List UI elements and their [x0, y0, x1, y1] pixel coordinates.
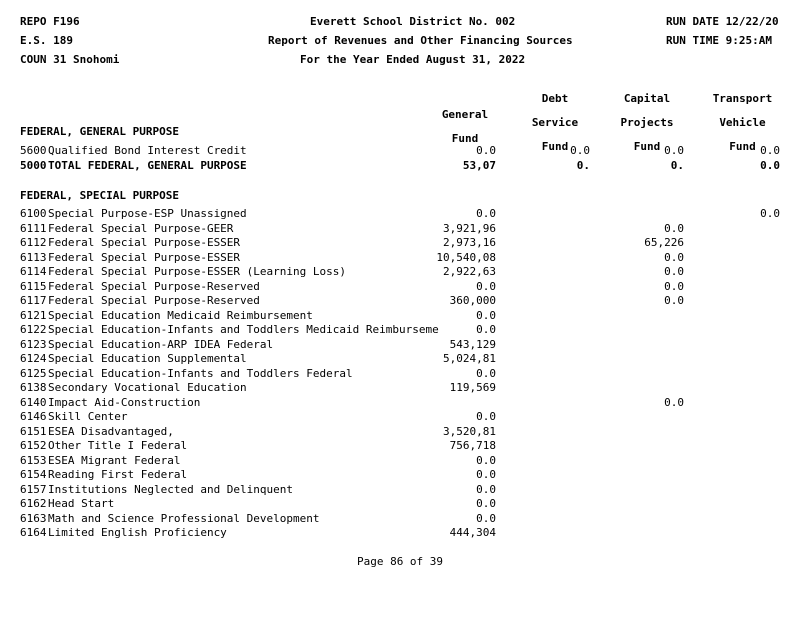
column-header-line3: Fund [633, 140, 661, 153]
cell-general-fund: 0.0 [476, 309, 496, 322]
cell-general-fund: 0.0 [476, 454, 496, 467]
cell-capital-projects-fund: 0.0 [664, 280, 684, 293]
table-row-code: 6157 [20, 483, 47, 496]
table-row-label: Special Education-Infants and Toddlers Federal [48, 367, 353, 380]
cell-general-fund: 119,569 [449, 381, 496, 394]
table-row-label: ESEA Disadvantaged, [48, 425, 174, 438]
cell-transportation-vehicle-fund: 0.0 [760, 159, 780, 172]
table-row-label: Institutions Neglected and Delinquent [48, 483, 294, 496]
table-row-code: 6151 [20, 425, 47, 438]
table-row-code: 6100 [20, 207, 47, 220]
column-header-line2: Vehicle [719, 116, 766, 129]
report-period: For the Year Ended August 31, 2022 [300, 53, 526, 66]
table-row-code: 6162 [20, 497, 47, 510]
table-row-code: 6138 [20, 381, 47, 394]
table-row-code: 6112 [20, 236, 47, 249]
cell-capital-projects-fund: 65,226 [644, 236, 684, 249]
cell-general-fund: 2,973,16 [443, 236, 496, 249]
cell-general-fund: 0.0 [476, 483, 496, 496]
table-row-code: 5000 [20, 159, 47, 172]
column-header-line2: General [441, 108, 489, 121]
cell-general-fund: 0.0 [476, 410, 496, 423]
table-row-label: Limited English Proficiency [48, 526, 227, 539]
cell-debt-service-fund: 0. [576, 159, 590, 172]
table-row-label: Impact Aid-Construction [48, 396, 201, 409]
cell-general-fund: 53,07 [462, 159, 496, 172]
table-row-label: Special Education-ARP IDEA Federal [48, 338, 274, 351]
cell-general-fund: 0.0 [476, 144, 496, 157]
cell-general-fund: 444,304 [449, 526, 496, 539]
run-date: RUN DATE 12/22/20 [666, 15, 779, 28]
table-row-label: Special Education-Infants and Toddlers Medicaid Reimburseme [48, 323, 439, 336]
district-name: Everett School District No. 002 [310, 15, 516, 28]
table-row-label: Federal Special Purpose-GEER [48, 222, 234, 235]
table-row-label: Secondary Vocational Education [48, 381, 247, 394]
cell-general-fund: 10,540,08 [436, 251, 496, 264]
table-row-label: Federal Special Purpose-ESSER [48, 251, 241, 264]
table-row-label: Federal Special Purpose-Reserved [48, 280, 260, 293]
table-row-label: Math and Science Professional Development [48, 512, 320, 525]
table-row-code: 6122 [20, 323, 47, 336]
column-header-line1: Debt [541, 92, 569, 105]
column-header-line3: Fund [541, 140, 569, 153]
cell-capital-projects-fund: 0. [670, 159, 684, 172]
table-row-label: Special Education Supplemental [48, 352, 247, 365]
cell-general-fund: 0.0 [476, 468, 496, 481]
table-row-code: 6164 [20, 526, 47, 539]
table-row-code: 6111 [20, 222, 47, 235]
table-row-code: 6154 [20, 468, 47, 481]
cell-general-fund: 2,922,63 [443, 265, 496, 278]
table-row-label: Federal Special Purpose-ESSER (Learning Loss) [48, 265, 347, 278]
cell-capital-projects-fund: 0.0 [664, 294, 684, 307]
cell-general-fund: 5,024,81 [443, 352, 496, 365]
column-header-line1: Capital [623, 92, 671, 105]
table-row-label: Other Title I Federal [48, 439, 188, 452]
run-time: RUN TIME 9:25:AM [666, 34, 772, 47]
cell-general-fund: 360,000 [449, 294, 496, 307]
cell-capital-projects-fund: 0.0 [664, 144, 684, 157]
cell-transportation-vehicle-fund: 0.0 [760, 207, 780, 220]
cell-general-fund: 543,129 [449, 338, 496, 351]
report-title: Report of Revenues and Other Financing Sources [268, 34, 573, 47]
cell-transportation-vehicle-fund: 0.0 [760, 144, 780, 157]
table-row-code: 6153 [20, 454, 47, 467]
table-row-code: 6123 [20, 338, 47, 351]
cell-general-fund: 0.0 [476, 280, 496, 293]
table-row-code: 6115 [20, 280, 47, 293]
cell-general-fund: 756,718 [449, 439, 496, 452]
table-row-label: Qualified Bond Interest Credit [48, 144, 247, 157]
cell-general-fund: 0.0 [476, 497, 496, 510]
cell-capital-projects-fund: 0.0 [664, 265, 684, 278]
cell-capital-projects-fund: 0.0 [664, 251, 684, 264]
table-row-code: 6140 [20, 396, 47, 409]
table-row-label: Federal Special Purpose-Reserved [48, 294, 260, 307]
es-number: E.S. 189 [20, 34, 73, 47]
table-row-code: 6113 [20, 251, 47, 264]
cell-debt-service-fund: 0.0 [570, 144, 590, 157]
cell-capital-projects-fund: 0.0 [664, 222, 684, 235]
column-header-line2: Projects [620, 116, 674, 129]
table-row-code: 6124 [20, 352, 47, 365]
county-label: COUN 31 Snohomi [20, 53, 120, 66]
table-row-code: 6117 [20, 294, 47, 307]
cell-capital-projects-fund: 0.0 [664, 396, 684, 409]
column-header-line1: Transport [712, 92, 773, 105]
cell-general-fund: 3,520,81 [443, 425, 496, 438]
table-row-code: 6146 [20, 410, 47, 423]
section-title-federal-special-purpose: FEDERAL, SPECIAL PURPOSE [20, 189, 179, 202]
cell-general-fund: 3,921,96 [443, 222, 496, 235]
cell-general-fund: 0.0 [476, 207, 496, 220]
cell-general-fund: 0.0 [476, 512, 496, 525]
total-row-label: TOTAL FEDERAL, GENERAL PURPOSE [48, 159, 247, 172]
table-row-code: 6121 [20, 309, 47, 322]
cell-general-fund: 0.0 [476, 323, 496, 336]
table-row-label: Special Purpose-ESP Unassigned [48, 207, 247, 220]
cell-general-fund: 0.0 [476, 367, 496, 380]
column-header-line3: Fund [729, 140, 756, 153]
table-row-label: Skill Center [48, 410, 128, 423]
table-row-code: 6152 [20, 439, 47, 452]
table-row-label: Special Education Medicaid Reimbursement [48, 309, 313, 322]
column-header-line2: Service [531, 116, 579, 129]
table-row-code: 6163 [20, 512, 47, 525]
column-header-line3: Fund [451, 132, 479, 145]
table-row-label: ESEA Migrant Federal [48, 454, 181, 467]
table-row-label: Federal Special Purpose-ESSER [48, 236, 241, 249]
report-id: REPO F196 [20, 15, 80, 28]
column-header-general-fund [425, 79, 505, 151]
page-number: Page 86 of 39 [356, 555, 444, 568]
section-title-federal-general-purpose: FEDERAL, GENERAL PURPOSE [20, 125, 179, 138]
table-row-label: Reading First Federal [48, 468, 188, 481]
table-row-code: 5600 [20, 144, 47, 157]
table-row-label: Head Start [48, 497, 115, 510]
table-row-code: 6125 [20, 367, 47, 380]
table-row-code: 6114 [20, 265, 47, 278]
